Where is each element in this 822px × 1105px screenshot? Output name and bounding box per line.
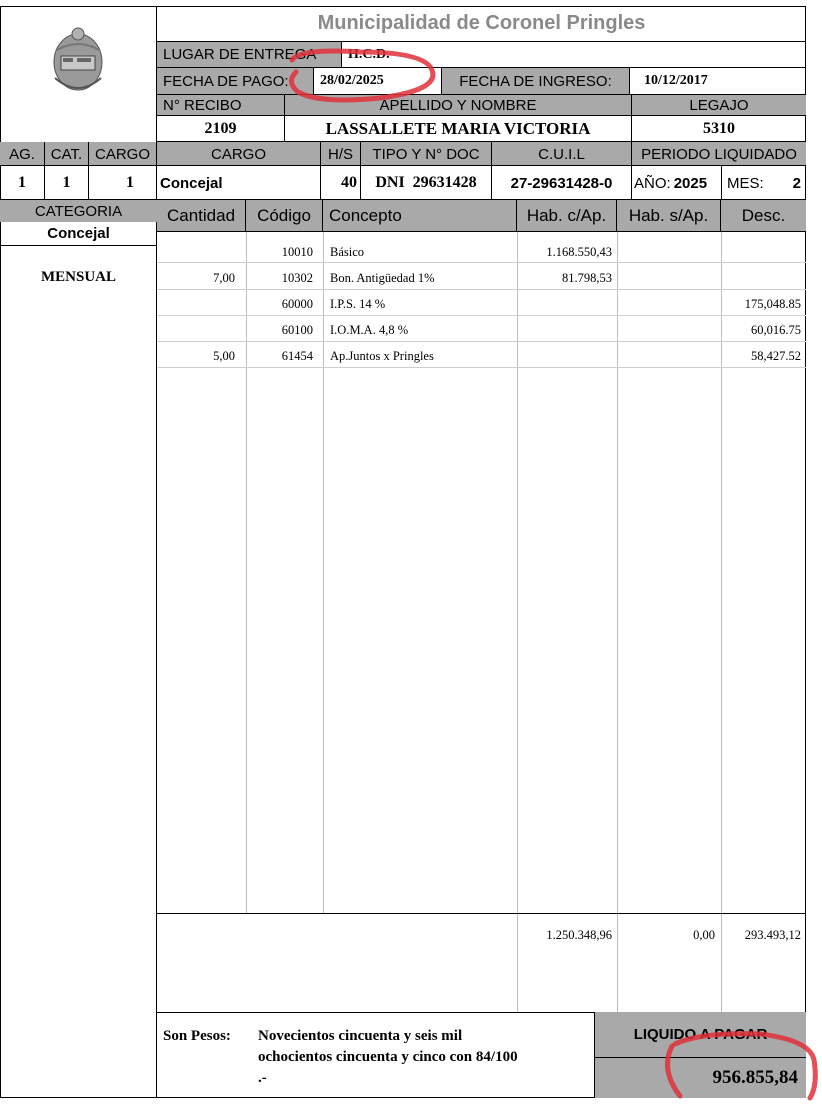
col-codigo: Código [246, 200, 323, 232]
row-codigo: 60100 [281, 323, 313, 337]
doc-value: DNI 29631428 [361, 166, 492, 200]
ag-value: 1 [0, 166, 45, 200]
row-concepto: Ap.Juntos x Pringles [330, 349, 434, 363]
row-desc: 175,048.85 [744, 297, 801, 311]
row-hab-c: 1.168.550,43 [546, 245, 612, 259]
col-hab-s: Hab. s/Ap. [617, 200, 721, 232]
cat-label: CAT. [45, 142, 89, 166]
row-concepto: I.O.M.A. 4,8 % [330, 323, 409, 337]
liquido-label: LIQUIDO A PAGAR [595, 1012, 806, 1058]
legajo-label: LEGAJO [632, 95, 806, 116]
recibo-label: N° RECIBO [157, 95, 285, 116]
apellido-label: APELLIDO Y NOMBRE [285, 95, 632, 116]
cargo-num-label: CARGO [89, 142, 157, 166]
row-concepto: Bon. Antigüedad 1% [330, 271, 435, 285]
row-concepto: Básico [330, 245, 365, 259]
logo-box [0, 6, 157, 142]
liquido-value: 956.855,84 [595, 1058, 806, 1098]
cat-value: 1 [45, 166, 89, 200]
cuil-value: 27-29631428-0 [492, 166, 632, 200]
total-hab-s: 0,00 [693, 928, 715, 942]
cuil-label: C.U.I.L [492, 142, 632, 166]
col-concepto: Concepto [323, 200, 517, 232]
son-pesos-label: Son Pesos: [163, 1028, 231, 1044]
row-cantidad: 7,00 [213, 271, 235, 285]
son-pesos-box [157, 1012, 595, 1098]
row-codigo: 61454 [281, 349, 313, 363]
total-desc: 293.493,12 [744, 928, 801, 942]
categoria-label: CATEGORIA [0, 200, 157, 222]
row-desc: 60,016.75 [751, 323, 801, 337]
row-codigo: 10010 [281, 245, 313, 259]
row-concepto: I.P.S. 14 % [330, 297, 386, 311]
total-hab-c: 1.250.348,96 [546, 928, 612, 942]
periodo-anio [632, 166, 722, 200]
coat-of-arms-icon [43, 20, 113, 100]
periodo-mes [722, 166, 806, 200]
recibo-value: 2109 [157, 116, 285, 142]
nombre-value: LASSALLETE MARIA VICTORIA [285, 116, 632, 142]
anio-label: AÑO: [634, 174, 671, 192]
fecha-pago-label: FECHA DE PAGO: [157, 68, 314, 95]
fecha-ingreso-label: FECHA DE INGRESO: [442, 68, 630, 95]
row-codigo: 10302 [281, 271, 313, 285]
tipo-liquidacion: MENSUAL [40, 268, 116, 285]
son-pesos-line2: ochocientos cincuenta y cinco con 84/100 [258, 1049, 518, 1065]
fecha-ingreso-value: 10/12/2017 [630, 68, 806, 95]
mes-label: MES: [727, 174, 764, 192]
lugar-entrega-value: H.C.D. [342, 42, 806, 68]
row-hab-c: 81.798,53 [562, 271, 612, 285]
col-desc: Desc. [741, 206, 786, 225]
categoria-value: Concejal [0, 222, 157, 246]
page-title: Municipalidad de Coronel Pringles [157, 6, 806, 42]
mes-value: 2 [792, 174, 801, 192]
row-codigo: 60000 [281, 297, 313, 311]
anio-value: 2025 [673, 174, 708, 192]
periodo-label: PERIODO LIQUIDADO [641, 145, 797, 163]
son-pesos-line1: Novecientos cincuenta y seis mil [258, 1028, 463, 1044]
hs-label: H/S [321, 142, 361, 166]
doc-label: TIPO Y N° DOC [361, 142, 492, 166]
cargo-label: CARGO [157, 142, 321, 166]
legajo-value: 5310 [632, 116, 806, 142]
left-panel [0, 200, 157, 1098]
hs-value: 40 [321, 166, 361, 200]
col-cantidad: Cantidad [157, 200, 246, 232]
cargo-num-value: 1 [89, 166, 157, 200]
col-hab-c: Hab. c/Ap. [517, 200, 617, 232]
cargo-value: Concejal [157, 166, 321, 200]
lugar-entrega-label: LUGAR DE ENTREGA [157, 42, 342, 68]
son-pesos-line3: .- [258, 1070, 267, 1086]
row-cantidad: 5,00 [213, 349, 235, 363]
fecha-pago-value: 28/02/2025 [314, 68, 442, 95]
row-desc: 58,427.52 [751, 349, 801, 363]
ag-label: AG. [0, 142, 45, 166]
